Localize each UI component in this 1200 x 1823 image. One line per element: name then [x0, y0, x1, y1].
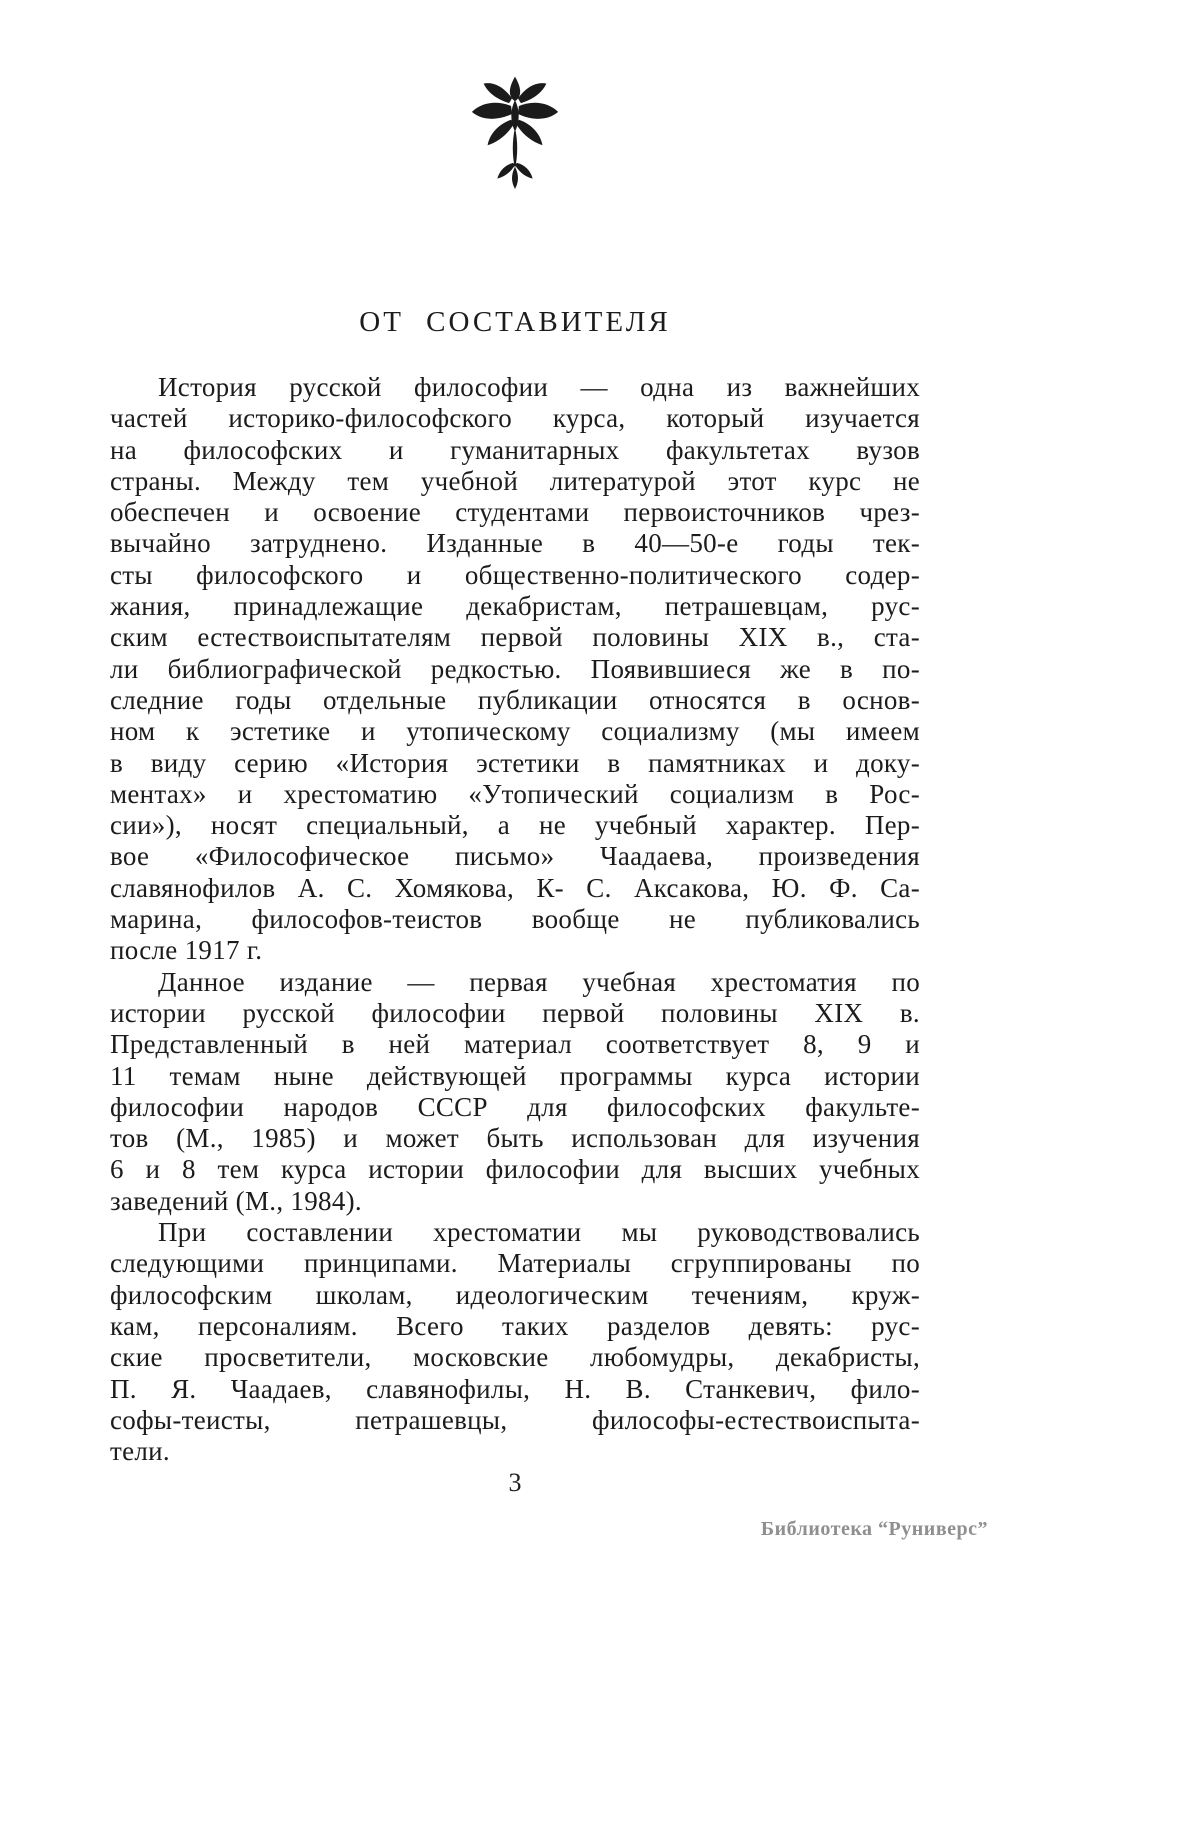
text-line: тов (М., 1985) и может быть использован для изучения — [110, 1123, 920, 1154]
text-line: ские просветители, московские любомудры, декабристы, — [110, 1342, 920, 1373]
text-line: История русской философии — одна из важнейших — [158, 372, 920, 402]
section-heading: ОТ СОСТАВИТЕЛЯ — [359, 306, 671, 338]
text-line: ном к эстетике и утопическому социализму (мы имеем — [110, 716, 920, 747]
text-line: следующими принципами. Материалы сгруппированы по — [110, 1248, 920, 1279]
text-line: софы-теисты, петрашевцы, философы-естествоиспыта- — [110, 1404, 920, 1435]
text-line: на философских и гуманитарных факультетах вузов — [110, 434, 920, 465]
text-line: славянофилов А. С. Хомякова, К- С. Аксакова, Ю. Ф. Са- — [110, 872, 920, 903]
text-line: истории русской философии первой половины XIX в. — [110, 997, 920, 1028]
body-text — [110, 372, 920, 1467]
text-line: обеспечен и освоение студентами первоисточников чрез- — [110, 497, 920, 528]
text-line: марина, философов-теистов вообще не публиковались — [110, 904, 920, 935]
text-line: тели. — [110, 1436, 170, 1467]
text-line: частей историко-философского курса, который изучается — [110, 403, 920, 434]
text-line: При составлении хрестоматии мы руководствовались — [158, 1217, 920, 1248]
text-line: после 1917 г. — [110, 935, 263, 966]
text-line: следние годы отдельные публикации относятся в основ- — [110, 684, 920, 715]
text-line: заведений (М., 1984). — [110, 1185, 362, 1216]
text-line: ским естествоиспытателям первой половины XIX в., ста- — [110, 622, 920, 653]
fleuron-icon — [466, 76, 564, 190]
text-line: 11 темам ныне действующей программы курса истории — [110, 1060, 920, 1091]
text-line: философским школам, идеологическим течениям, круж- — [110, 1279, 920, 1310]
text-line: сии»), носят специальный, а не учебный характер. Пер- — [110, 810, 920, 841]
text-line: вычайно затруднено. Изданные в 40—50-е годы тек- — [110, 528, 920, 559]
text-line: жания, принадлежащие декабристам, петрашевцам, рус- — [110, 591, 920, 622]
text-line: сты философского и общественно-политического содер- — [110, 559, 920, 590]
text-line: Данное издание — первая учебная хрестоматия по — [158, 966, 920, 997]
text-line: 6 и 8 тем курса истории философии для высших учебных — [110, 1154, 920, 1185]
text-line: страны. Между тем учебной литературой этот курс не — [110, 465, 920, 496]
library-watermark: Библиотека “Руниверс” — [760, 1518, 988, 1540]
text-line: Представленный в ней материал соответствует 8, 9 и — [110, 1029, 920, 1060]
page-number: 3 — [508, 1468, 522, 1497]
text-line: в виду серию «История эстетики в памятниках и доку- — [110, 747, 920, 778]
text-line: П. Я. Чаадаев, славянофилы, Н. В. Станкевич, фило- — [110, 1373, 920, 1404]
text-line: философии народов СССР для философских факульте- — [110, 1091, 920, 1122]
text-line: ли библиографической редкостью. Появившиеся же в по- — [110, 653, 920, 684]
text-line: вое «Философическое письмо» Чаадаева, произведения — [110, 841, 920, 872]
text-line: кам, персоналиям. Всего таких разделов девять: рус- — [110, 1310, 920, 1341]
text-line: ментах» и хрестоматию «Утопический социализм в Рос- — [110, 778, 920, 809]
